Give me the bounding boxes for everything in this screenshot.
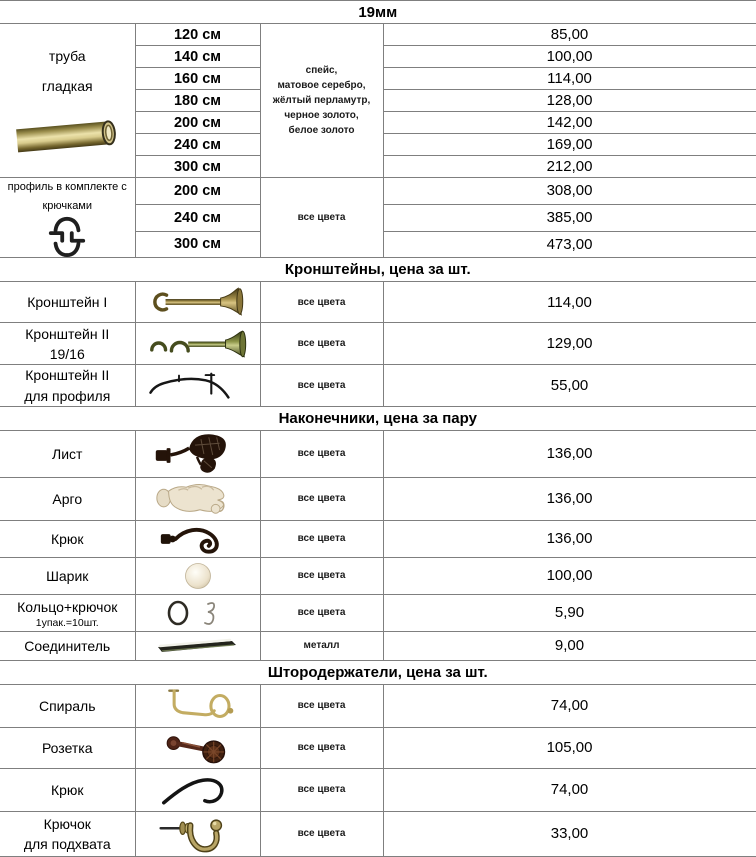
price-cell: 308,00 xyxy=(383,178,756,205)
section-header-row xyxy=(0,258,756,282)
connector-icon xyxy=(135,631,260,660)
color-option: белое золото xyxy=(288,125,355,136)
product-name: для подхвата xyxy=(23,835,111,852)
price-cell: 55,00 xyxy=(383,365,756,407)
size-cell: 140 см xyxy=(135,46,260,68)
product-name-cell xyxy=(0,365,135,407)
price-cell: 114,00 xyxy=(383,68,756,90)
color-options-cell: все цвета xyxy=(260,520,383,557)
color-options-cell: все цвета xyxy=(260,178,383,258)
product-name: 19/16 xyxy=(49,345,85,362)
rosette-holder-icon xyxy=(135,727,260,768)
price-cell: 100,00 xyxy=(383,557,756,594)
price-cell: 85,00 xyxy=(383,24,756,46)
price-cell: 385,00 xyxy=(383,204,756,231)
color-options-cell: все цвета xyxy=(260,727,383,768)
price-cell: 212,00 xyxy=(383,156,756,178)
price-cell: 9,00 xyxy=(383,631,756,660)
table-row xyxy=(0,727,756,768)
color-options-cell xyxy=(260,24,383,178)
price-cell: 473,00 xyxy=(383,231,756,258)
color-options-cell: все цвета xyxy=(260,684,383,727)
product-name: гладкая xyxy=(41,77,93,94)
price-cell: 129,00 xyxy=(383,323,756,365)
color-options-cell: все цвета xyxy=(260,430,383,477)
color-options-cell: все цвета xyxy=(260,768,383,811)
color-option: спейс, xyxy=(305,65,338,76)
table-row xyxy=(0,282,756,323)
product-name: Крюк xyxy=(0,520,135,557)
color-options-cell: все цвета xyxy=(260,594,383,631)
size-cell: 200 см xyxy=(135,178,260,205)
hook-finial-icon xyxy=(135,520,260,557)
table-row xyxy=(0,178,756,205)
color-options-cell: металл xyxy=(260,631,383,660)
pack-note: 1упак.=10шт. xyxy=(35,617,99,630)
price-cell: 105,00 xyxy=(383,727,756,768)
product-name: крючками xyxy=(42,199,93,212)
color-option: матовое серебро, xyxy=(277,80,366,91)
ring-hook-icon xyxy=(135,594,260,631)
size-cell: 120 см xyxy=(135,24,260,46)
size-cell: 160 см xyxy=(135,68,260,90)
product-name: Крюк xyxy=(0,768,135,811)
table-row xyxy=(0,323,756,365)
price-cell: 100,00 xyxy=(383,46,756,68)
table-row xyxy=(0,430,756,477)
price-cell: 74,00 xyxy=(383,684,756,727)
price-cell: 169,00 xyxy=(383,134,756,156)
color-options-cell: все цвета xyxy=(260,811,383,856)
table-row xyxy=(0,684,756,727)
product-name: Арго xyxy=(0,477,135,520)
product-name: для профиля xyxy=(24,387,111,404)
price-cell: 142,00 xyxy=(383,112,756,134)
product-name-cell xyxy=(0,323,135,365)
leaf-finial-icon xyxy=(135,430,260,477)
price-cell: 114,00 xyxy=(383,282,756,323)
size-cell: 300 см xyxy=(135,231,260,258)
size-cell: 240 см xyxy=(135,134,260,156)
section-header: Штородержатели, цена за шт. xyxy=(0,660,756,684)
price-cell: 74,00 xyxy=(383,768,756,811)
product-name: Лист xyxy=(0,430,135,477)
table-row xyxy=(0,477,756,520)
table-row xyxy=(0,557,756,594)
price-cell: 33,00 xyxy=(383,811,756,856)
title-row xyxy=(0,1,756,24)
table-row xyxy=(0,594,756,631)
price-cell: 136,00 xyxy=(383,477,756,520)
product-name: Кронштейн II xyxy=(25,367,110,384)
table-row xyxy=(0,520,756,557)
price-cell: 5,90 xyxy=(383,594,756,631)
profile-icon xyxy=(2,215,133,257)
ball-finial-icon xyxy=(135,557,260,594)
table-title: 19мм xyxy=(0,1,756,24)
table-row xyxy=(0,365,756,407)
table-row xyxy=(0,631,756,660)
price-cell: 136,00 xyxy=(383,520,756,557)
product-name-cell xyxy=(0,594,135,631)
pipe-icon xyxy=(2,111,133,159)
section-header-row xyxy=(0,406,756,430)
size-cell: 240 см xyxy=(135,204,260,231)
product-name: Шарик xyxy=(0,557,135,594)
product-name: Кронштейн I xyxy=(0,282,135,323)
size-cell: 180 см xyxy=(135,90,260,112)
table-row xyxy=(0,768,756,811)
color-options-cell: все цвета xyxy=(260,477,383,520)
price-cell: 128,00 xyxy=(383,90,756,112)
color-option: черное золото, xyxy=(284,110,359,121)
product-name: профиль в комплекте с xyxy=(7,181,127,193)
table-row xyxy=(0,24,756,46)
product-name: Кронштейн II xyxy=(25,325,110,342)
size-cell: 200 см xyxy=(135,112,260,134)
color-options-cell: все цвета xyxy=(260,557,383,594)
color-options-cell: все цвета xyxy=(260,282,383,323)
bracket-single-icon xyxy=(135,282,260,323)
bracket-profile-icon xyxy=(135,365,260,407)
bracket-double-icon xyxy=(135,323,260,365)
product-name: Крючок xyxy=(43,815,91,832)
tieback-hook-icon xyxy=(135,811,260,856)
section-header: Наконечники, цена за пару xyxy=(0,406,756,430)
product-name-cell xyxy=(0,24,135,178)
section-header-row xyxy=(0,660,756,684)
product-name: труба xyxy=(48,48,86,65)
section-header: Кронштейны, цена за шт. xyxy=(0,258,756,282)
table-row xyxy=(0,811,756,856)
product-name: Розетка xyxy=(0,727,135,768)
color-option: жёлтый перламутр, xyxy=(272,95,371,106)
product-name: Кольцо+крючок xyxy=(17,598,118,615)
product-name: Соединитель xyxy=(0,631,135,660)
hook-holder-icon xyxy=(135,768,260,811)
size-cell: 300 см xyxy=(135,156,260,178)
product-name-cell xyxy=(0,178,135,258)
product-name: Спираль xyxy=(0,684,135,727)
argo-finial-icon xyxy=(135,477,260,520)
spiral-holder-icon xyxy=(135,684,260,727)
color-options-cell: все цвета xyxy=(260,323,383,365)
product-name-cell xyxy=(0,811,135,856)
price-cell: 136,00 xyxy=(383,430,756,477)
color-options-cell: все цвета xyxy=(260,365,383,407)
